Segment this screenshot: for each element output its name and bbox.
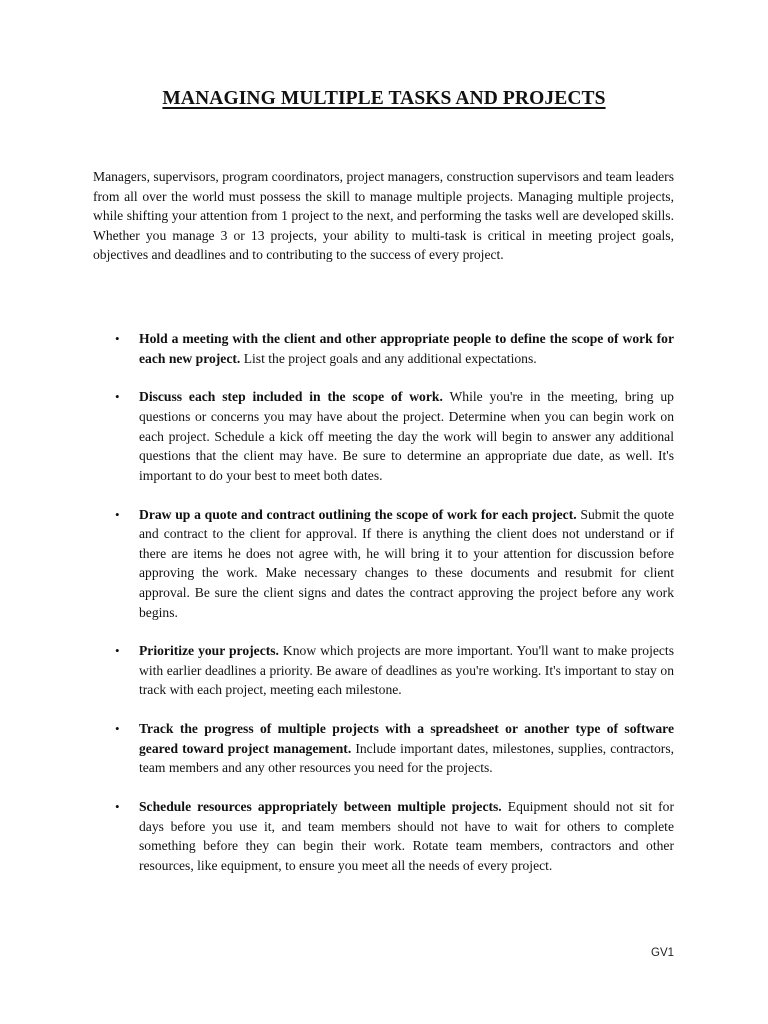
- bullet-icon: •: [115, 389, 120, 405]
- bullet-text: Equipment should not sit for days before you use it, and team members should not have to wait for others to complete something before they can begin their work. Rotate team members, contractors and other resources, like equipment, to ensure you meet all the needs of every project.: [139, 799, 674, 873]
- bullet-lead: Schedule resources appropriately between multiple projects.: [139, 799, 502, 815]
- bullet-text: While you're in the meeting, bring up questions or concerns you may have about the project. Determine when you can begin work on each project. Schedule a kick off meeting the day the work will begin to answer any additional questions that the client may have. Be sure to determine an appropriate due date, as well. It's important to do your best to meet both dates.: [139, 389, 674, 483]
- bullet-icon: •: [115, 331, 120, 346]
- bullet-item: [93, 505, 674, 623]
- bullet-lead: Draw up a quote and contract outlining the scope of work for each project.: [139, 506, 577, 522]
- bullet-icon: •: [115, 799, 120, 815]
- bullet-text: Include important dates, milestones, supplies, contractors, team members and any other resources you need for the projects.: [139, 740, 675, 776]
- bullet-list: [93, 329, 674, 895]
- page-title: MANAGING MULTIPLE TASKS AND PROJECTS: [162, 88, 606, 109]
- bullet-item: [93, 641, 674, 700]
- bullet-lead: Prioritize your projects.: [139, 643, 279, 659]
- bullet-icon: •: [115, 506, 120, 522]
- bullet-item: [93, 329, 674, 368]
- bullet-item: [93, 387, 674, 485]
- bullet-lead: Hold a meeting with the client and other appropriate people to define the scope of work for each new project.: [139, 331, 674, 366]
- bullet-item: [93, 797, 674, 875]
- bullet-icon: •: [115, 643, 120, 659]
- bullet-lead: Discuss each step included in the scope of work.: [139, 389, 443, 405]
- bullet-text: Know which projects are more important. You'll want to make projects with earlier deadlines a priority. Be aware of deadlines as you're working. It's important to stay on track with each project, meeting each milestone.: [139, 643, 674, 698]
- intro-paragraph: Managers, supervisors, program coordinators, project managers, construction supervisors and team leaders from all over the world must possess the skill to manage multiple projects. Managing multiple projects, while shifting your attention from 1 project to the next, and performing the tasks well are developed skills. Whether you manage 3 or 13 projects, your ability to multi-task is critical in meeting project goals, objectives and deadlines and to contributing to the success of every project.: [93, 169, 674, 263]
- bullet-text: Submit the quote and contract to the client for approval. If there is anything the client does not understand or if there are items he does not agree with, he will bring it to your attention for discussion before approving the work. Make necessary changes to these documents and resubmit for client approval. Be sure the client signs and dates the contract approving the project before any work begins.: [139, 506, 674, 620]
- page-footer-code: GV1: [651, 947, 675, 959]
- bullet-item: [93, 719, 674, 778]
- bullet-lead: Track the progress of multiple projects with a spreadsheet or another type of software geared toward project management.: [139, 721, 674, 756]
- bullet-text: List the project goals and any additional expectations.: [240, 350, 537, 366]
- bullet-icon: •: [115, 721, 120, 737]
